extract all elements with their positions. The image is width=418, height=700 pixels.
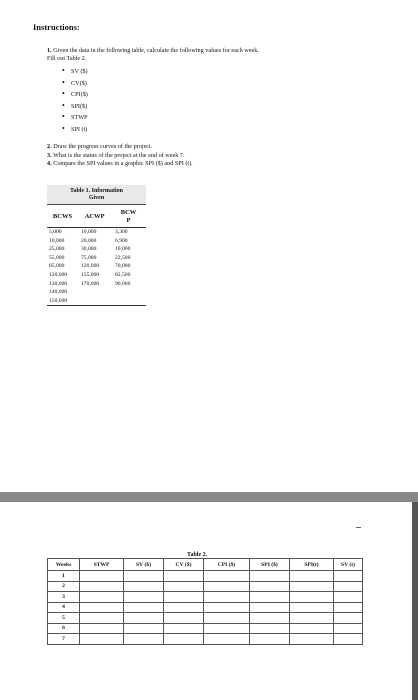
empty-answer-cell bbox=[204, 613, 250, 624]
empty-answer-cell bbox=[204, 602, 250, 613]
table-2-col-header: SPI(t) bbox=[290, 559, 334, 571]
table-row bbox=[47, 262, 146, 271]
table-row bbox=[47, 271, 146, 280]
question-1-text: Given the data in the following table, calculate the following values for each week. bbox=[51, 47, 259, 54]
week-number-cell: 2 bbox=[48, 581, 80, 592]
table-row bbox=[48, 581, 363, 592]
empty-answer-cell bbox=[290, 634, 334, 645]
question-1-text-line2: Fill out Table 2. bbox=[47, 55, 87, 63]
empty-answer-cell bbox=[124, 613, 164, 624]
empty-answer-cell bbox=[204, 634, 250, 645]
empty-answer-cell bbox=[124, 571, 164, 582]
table-2-col-header: CPI ($) bbox=[204, 559, 250, 571]
empty-answer-cell bbox=[290, 581, 334, 592]
table-row bbox=[48, 634, 363, 645]
empty-answer-cell bbox=[290, 571, 334, 582]
empty-answer-cell bbox=[80, 623, 124, 634]
table-cell: 155,000 bbox=[81, 271, 100, 278]
table-row bbox=[48, 602, 363, 613]
table-cell: 150,000 bbox=[49, 297, 68, 304]
empty-answer-cell bbox=[290, 602, 334, 613]
week-number-cell: 5 bbox=[48, 613, 80, 624]
table-2-col-header: STWP bbox=[80, 559, 124, 571]
table-row bbox=[47, 228, 146, 237]
table-row bbox=[47, 288, 146, 297]
empty-answer-cell bbox=[80, 634, 124, 645]
table-cell bbox=[111, 297, 146, 306]
table-row bbox=[48, 592, 363, 603]
questions-list bbox=[47, 143, 193, 169]
table-row bbox=[47, 254, 146, 263]
values-bullet-list bbox=[62, 66, 88, 136]
table-cell bbox=[78, 288, 111, 297]
empty-answer-cell bbox=[80, 592, 124, 603]
question-1-number: 1. bbox=[47, 47, 52, 54]
empty-answer-cell bbox=[204, 592, 250, 603]
table-1-information-given bbox=[47, 185, 146, 306]
table-row bbox=[48, 623, 363, 634]
table-cell bbox=[78, 297, 111, 306]
table-cell: 10,000 bbox=[81, 229, 97, 235]
empty-answer-cell bbox=[164, 634, 204, 645]
table-1-header-row bbox=[47, 206, 146, 228]
table-1-body bbox=[47, 228, 146, 305]
empty-answer-cell bbox=[334, 581, 363, 592]
table-row bbox=[47, 237, 146, 246]
empty-answer-cell bbox=[204, 623, 250, 634]
empty-answer-cell bbox=[124, 602, 164, 613]
col-header-bcwp: BCW P bbox=[120, 208, 137, 224]
empty-answer-cell bbox=[334, 571, 363, 582]
table-row bbox=[48, 613, 363, 624]
empty-answer-cell bbox=[250, 592, 290, 603]
empty-answer-cell bbox=[164, 613, 204, 624]
table-cell: 10,000 bbox=[49, 237, 65, 244]
page-separator bbox=[0, 492, 418, 502]
table-cell: 170,000 bbox=[81, 280, 100, 287]
table-row bbox=[48, 571, 363, 582]
table-cell: 90,000 bbox=[115, 280, 131, 287]
empty-answer-cell bbox=[250, 634, 290, 645]
table-cell: 22,500 bbox=[115, 254, 131, 261]
empty-answer-cell bbox=[164, 571, 204, 582]
table-row bbox=[47, 297, 146, 306]
table-1-bottom-rule bbox=[47, 305, 146, 306]
table-cell: 20,000 bbox=[81, 237, 97, 244]
empty-answer-cell bbox=[334, 613, 363, 624]
empty-answer-cell bbox=[290, 613, 334, 624]
empty-answer-cell bbox=[80, 571, 124, 582]
bullet-item: • CV($) bbox=[62, 78, 88, 90]
table-2-title: Table 2. bbox=[187, 552, 208, 558]
table-cell: 70,000 bbox=[115, 263, 131, 270]
week-number-cell: 6 bbox=[48, 623, 80, 634]
table-cell: 75,000 bbox=[81, 254, 97, 261]
empty-answer-cell bbox=[250, 623, 290, 634]
table-cell: 120,000 bbox=[81, 263, 100, 270]
empty-answer-cell bbox=[334, 623, 363, 634]
empty-answer-cell bbox=[204, 581, 250, 592]
week-number-cell: 3 bbox=[48, 592, 80, 603]
empty-answer-cell bbox=[164, 581, 204, 592]
empty-answer-cell bbox=[250, 581, 290, 592]
question-4: 4. Compare the SPI values in a graphic SPI ($) and SPI (t). bbox=[47, 160, 193, 168]
table-1-caption: Table 1. Information Given bbox=[47, 185, 146, 205]
empty-answer-cell bbox=[80, 581, 124, 592]
empty-answer-cell bbox=[250, 571, 290, 582]
table-cell: 55,000 bbox=[49, 254, 65, 261]
table-cell: 82,500 bbox=[115, 271, 131, 278]
question-3: 3. What is the status of the project at the end of week 7. bbox=[47, 151, 185, 159]
table-2-col-header: SV (t) bbox=[334, 559, 363, 571]
question-1 bbox=[47, 47, 377, 63]
empty-answer-cell bbox=[164, 602, 204, 613]
empty-answer-cell bbox=[334, 602, 363, 613]
stray-mark bbox=[356, 527, 361, 528]
table-cell bbox=[111, 288, 146, 297]
table-2-col-header: SV ($) bbox=[124, 559, 164, 571]
table-cell: 6,900 bbox=[115, 237, 128, 244]
table-2-results bbox=[47, 558, 363, 645]
week-number-cell: 7 bbox=[48, 634, 80, 645]
empty-answer-cell bbox=[164, 623, 204, 634]
question-2: 2. Draw the progress curves of the project. bbox=[47, 143, 153, 150]
col-header-bcws: BCWS bbox=[52, 213, 73, 220]
empty-answer-cell bbox=[250, 613, 290, 624]
empty-answer-cell bbox=[334, 634, 363, 645]
table-cell: 3,300 bbox=[115, 229, 128, 235]
week-number-cell: 1 bbox=[48, 571, 80, 582]
table-cell: 120,000 bbox=[49, 271, 68, 278]
bullet-item: • STWP bbox=[62, 112, 88, 124]
empty-answer-cell bbox=[124, 581, 164, 592]
bullet-item: • SPI (t) bbox=[62, 124, 88, 136]
week-number-cell: 4 bbox=[48, 602, 80, 613]
table-cell: 140,000 bbox=[49, 289, 68, 296]
empty-answer-cell bbox=[164, 592, 204, 603]
bullet-item: • SPI($) bbox=[62, 101, 88, 113]
table-2-col-header: SPI ($) bbox=[250, 559, 290, 571]
empty-answer-cell bbox=[124, 592, 164, 603]
instructions-heading: Instructions: bbox=[33, 22, 80, 32]
table-cell: 25,000 bbox=[49, 246, 65, 253]
table-row bbox=[47, 245, 146, 254]
empty-answer-cell bbox=[250, 602, 290, 613]
table-row bbox=[47, 280, 146, 289]
empty-answer-cell bbox=[290, 623, 334, 634]
table-cell: 5,000 bbox=[49, 229, 62, 235]
empty-answer-cell bbox=[124, 623, 164, 634]
empty-answer-cell bbox=[204, 571, 250, 582]
table-2-col-header: CV ($) bbox=[164, 559, 204, 571]
empty-answer-cell bbox=[290, 592, 334, 603]
table-cell: 85,000 bbox=[49, 263, 65, 270]
bullet-item: • CPI($) bbox=[62, 89, 88, 101]
page-edge-shadow bbox=[412, 502, 418, 700]
table-2-body bbox=[48, 571, 363, 645]
table-cell: 30,000 bbox=[81, 246, 97, 253]
table-2-header-row bbox=[48, 559, 363, 571]
empty-answer-cell bbox=[80, 602, 124, 613]
bullet-item: • SV ($) bbox=[62, 66, 88, 78]
table-2-col-header: Weeks bbox=[48, 559, 80, 571]
empty-answer-cell bbox=[80, 613, 124, 624]
col-header-acwp: ACWP bbox=[84, 213, 105, 220]
table-cell: 10,000 bbox=[115, 246, 131, 253]
table-cell: 130,000 bbox=[49, 280, 68, 287]
empty-answer-cell bbox=[334, 592, 363, 603]
empty-answer-cell bbox=[124, 634, 164, 645]
